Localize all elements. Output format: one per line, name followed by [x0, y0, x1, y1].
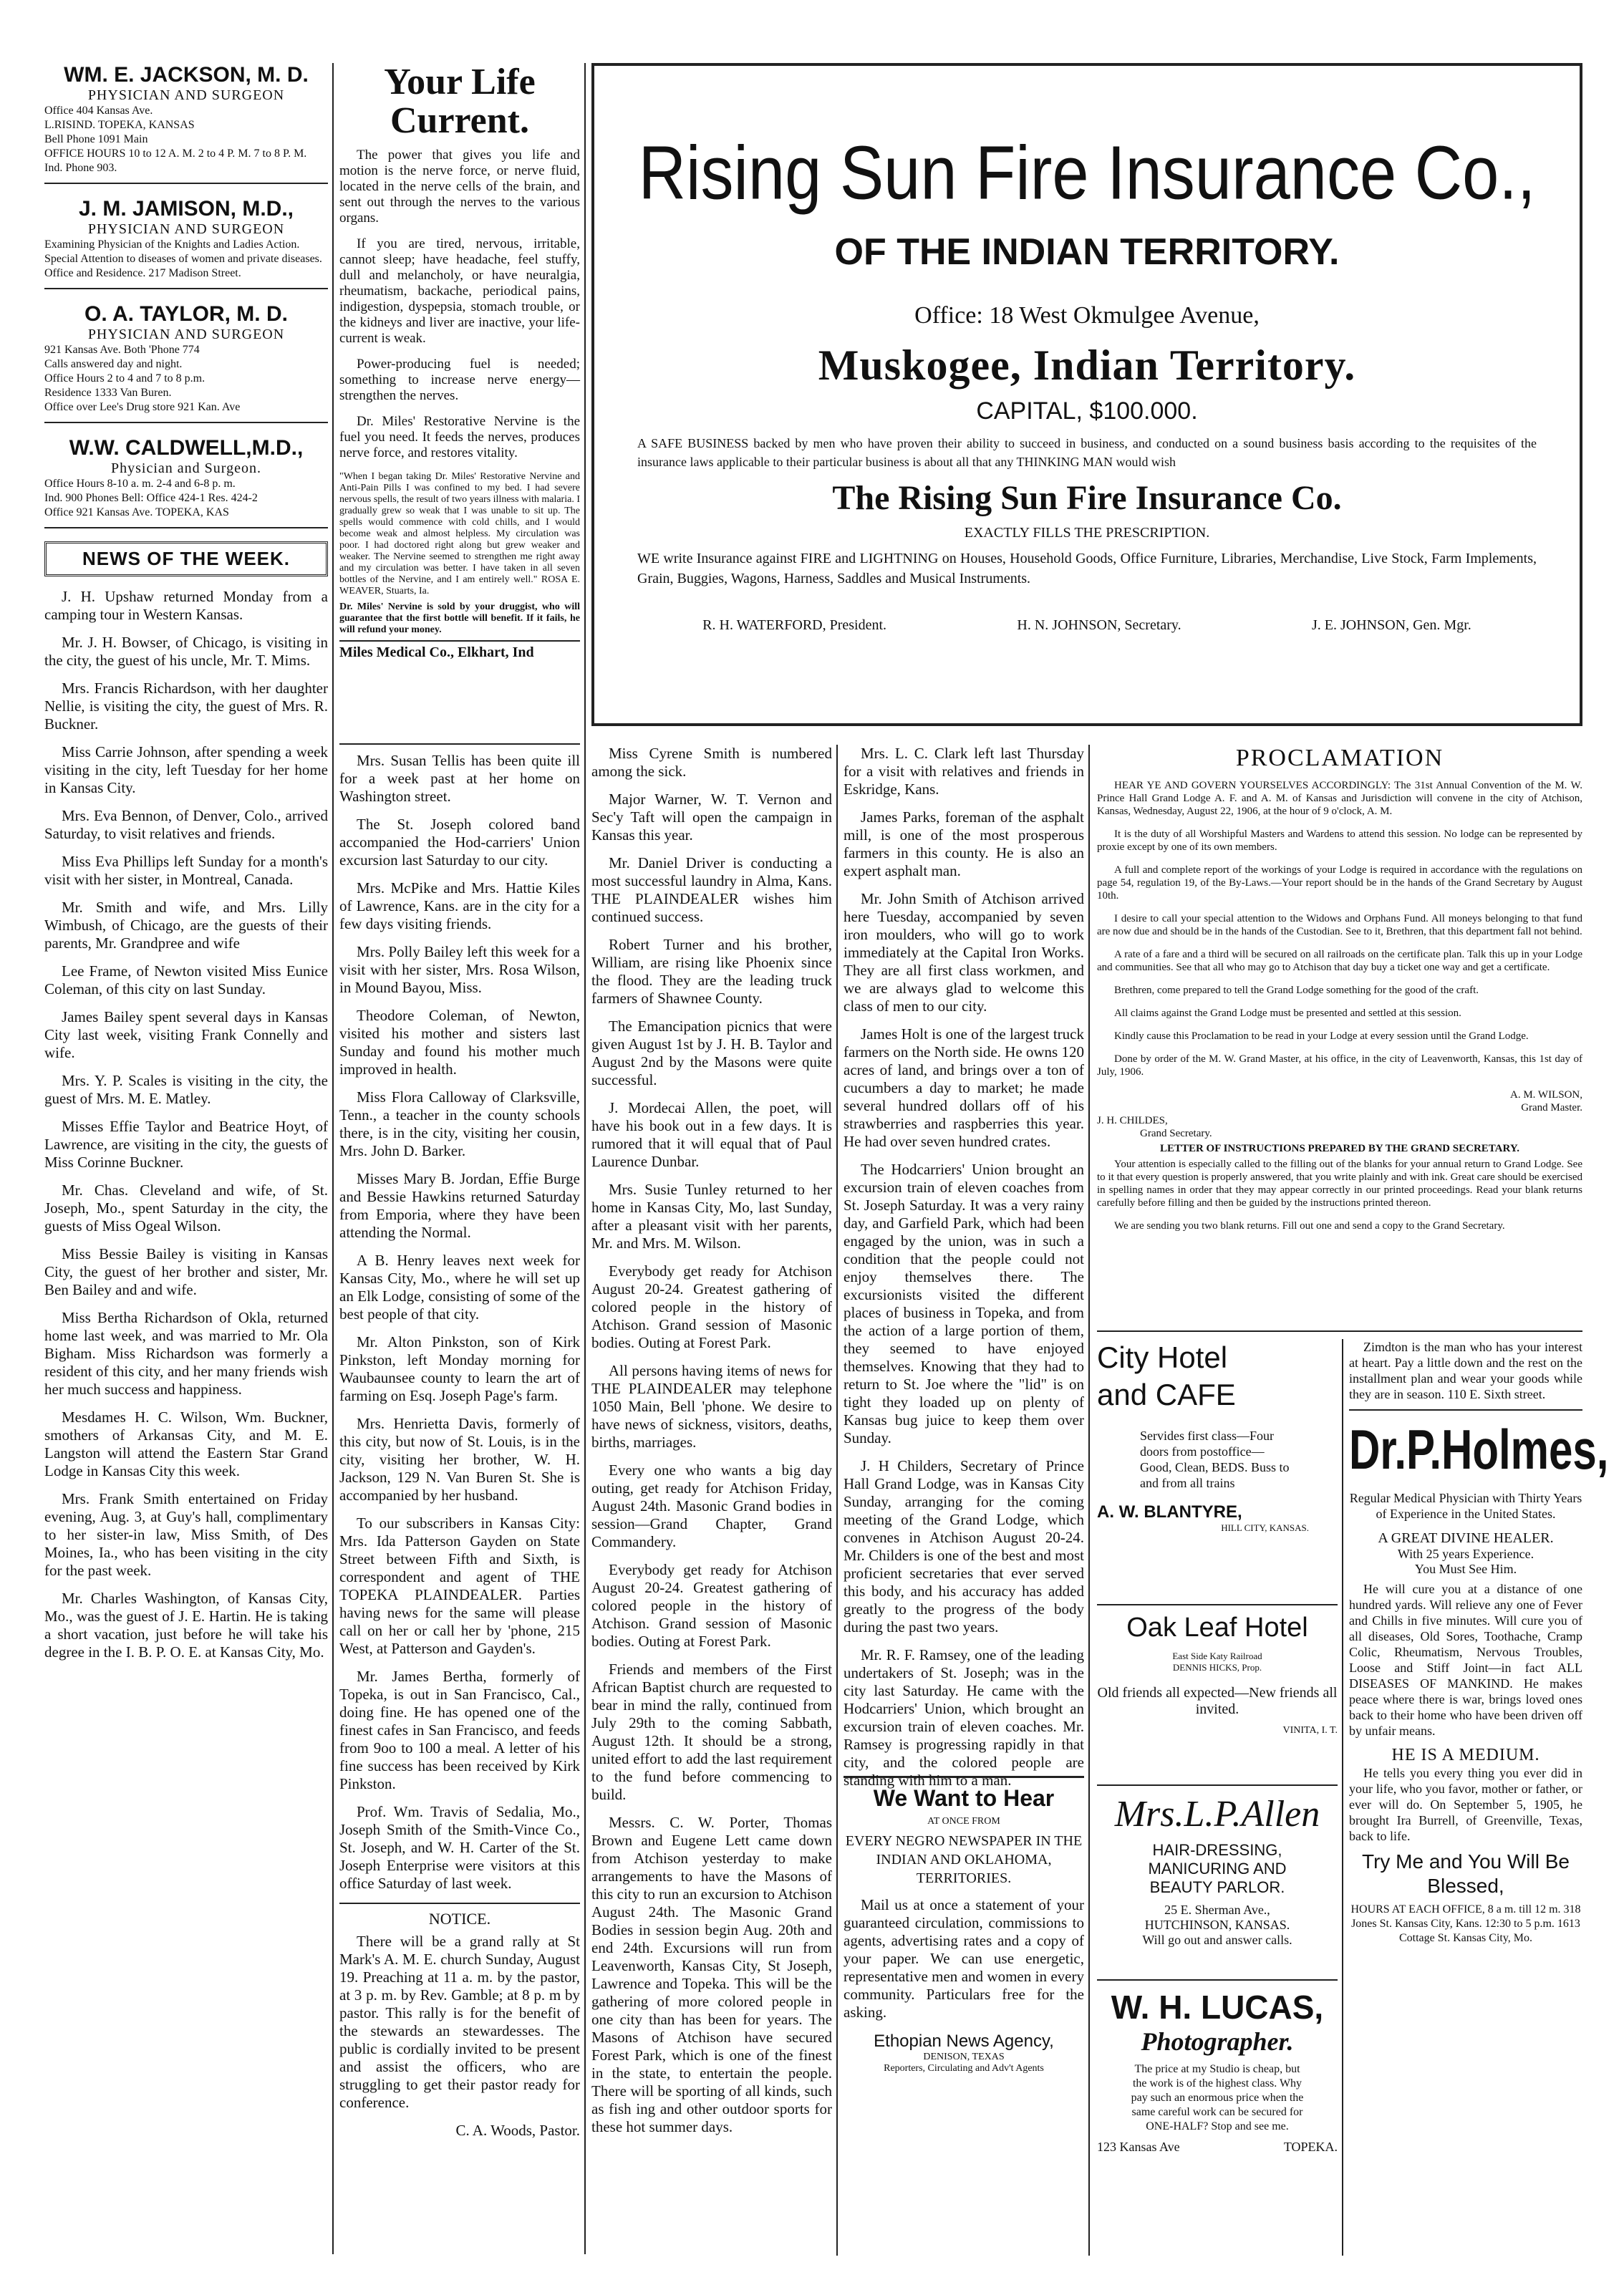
notice	[339, 1903, 580, 2140]
news-column-2	[339, 752, 580, 1893]
holmes-medium-body: He tells you every thing you ever did in your life, who you favor, mother or father, or ever will do. On September 5, 1905, he brought Ira Burrell, of Greenville, Texas, back to life.	[1349, 1766, 1582, 1843]
news-col4-item: Mrs. L. C. Clark left last Thursday for a visit with relatives and friends in Eskridge, Kans.	[844, 745, 1084, 798]
physician-title: PHYSICIAN AND SURGEON	[87, 221, 285, 237]
life-ad-title: Your Life Current.	[384, 62, 536, 141]
physician-detail: 921 Kansas Ave. Both 'Phone 774	[44, 344, 200, 356]
news-col2-item: Mrs. Polly Bailey left this week for a visit with her sister, Mrs. Rosa Wilson, in Mound Bayou, Miss.	[339, 943, 580, 996]
news-col1-item: Mrs. Eva Bennon, of Denver, Colo., arrived Saturday, to visit relatives and friends.	[44, 807, 328, 842]
rs-fills: EXACTLY FILLS THE PRESCRIPTION.	[964, 525, 1210, 541]
notice-heading: NOTICE.	[428, 1910, 491, 1928]
lucas-body: The price at my Studio is cheap, but the work is of the highest class. Why pay such an enormous price when the same careful work can be secured for ONE-HALF? Stop and see me.	[1131, 2063, 1304, 2132]
physician-card	[44, 436, 328, 528]
news-col2-item: Theodore Coleman, of Newton, visited his mother and sisters last Sunday and found his mother much improved in health.	[339, 1007, 580, 1078]
physician-detail: Office Hours 8-10 a. m. 2-4 and 6-8 p. m.	[44, 478, 236, 490]
lucas-name: W. H. LUCAS,	[1111, 1989, 1324, 2026]
attest-title: Grand Secretary.	[1140, 1128, 1212, 1139]
life-ad-item: Dr. Miles' Restorative Nervine is the fuel you need. It feeds the nerves, produces nerve force, and restores vitality.	[339, 414, 580, 460]
rs-secretary: H. N. JOHNSON, Secretary.	[1017, 617, 1181, 633]
life-ad-item: Power-producing fuel is needed; something to increase nerve energy—strengthen the nerves.	[339, 357, 580, 403]
want-line: EVERY NEGRO NEWSPAPER IN THE INDIAN AND OKLAHOMA, TERRITORIES.	[845, 1833, 1083, 1886]
column-1	[44, 63, 328, 2254]
physician-detail: Ind. Phone 903.	[44, 162, 117, 174]
news-col3-item: Mrs. Susie Tunley returned to her home in Kansas City, Mo, last Sunday, after a pleasant visit with her parents, Mr. and Mrs. M. Wilson.	[591, 1181, 832, 1252]
physician-detail: Examining Physician of the Knights and Ladies Action.	[44, 238, 300, 251]
news-col3-item: All persons having items of news for THE PLAINDEALER may telephone 1050 Main, Bell 'phone. We desire to have news of sickness, visitors, deaths, births, marriages.	[591, 1362, 832, 1451]
holmes-see: You Must See Him.	[1414, 1562, 1517, 1576]
proclamation-item: Brethren, come prepared to tell the Grand Lodge something for the good of the craft.	[1114, 985, 1479, 996]
want-title: We Want to Hear	[873, 1785, 1055, 1811]
life-ad-testimonial: "When I began taking Dr. Miles' Restorative Nervine and Anti-Pain Pills I was confined to my bed. I had severe nervous spells, the result of two years illness with malaria. I gradually grew so weak that I was unable to sit up. The spells would commence with cold chills, and I would become weak and almost helpless. My circulation was poor. I had doctored right along but grew weaker and weaker. The Nervine seemed to strengthen me right away and my circulation was better. I have taken in all seven bottles of the Nervine, and I am entirely well." ROSA E. WEAVER, Stuarts, Ia.	[339, 471, 580, 596]
rs-capital: CAPITAL, $100.000.	[976, 397, 1198, 425]
column-5	[1097, 1339, 1338, 2256]
city-hotel-place: HILL CITY, KANSAS.	[1221, 1522, 1309, 1533]
oak-leaf-sub: East Side Katy Railroad	[1172, 1651, 1262, 1661]
oak-leaf-title: Oak Leaf Hotel	[1126, 1613, 1308, 1643]
news-col3-item: Mr. Daniel Driver is conducting a most successful laundry in Alma, Kans. THE PLAINDEALER wishes him continued success.	[591, 854, 832, 925]
news-col4-item: J. H Childers, Secretary of Prince Hall Grand Lodge, was in Kansas City Sunday, arranging for the coming meeting of the Grand Lodge, which convenes in Atchison August 20-24. Mr. Childers is one of the best and most proficient secretaries that ever served this body, and his accuracy has added greatly to the progress of the body during the past two years.	[844, 1457, 1084, 1636]
news-col1-item: J. H. Upshaw returned Monday from a camping tour in Western Kansas.	[44, 588, 328, 623]
physician-detail: OFFICE HOURS 10 to 12 A. M. 2 to 4 P. M. 7 to 8 P. M.	[44, 148, 307, 160]
rs-body2: WE write Insurance against FIRE and LIGHTNING on Houses, Household Goods, Office Furniture, Libraries, Merchandise, Live Stock, Farm Implements, Grain, Buggies, Wagons, Harness, Saddles and Musical Instruments.	[637, 551, 1537, 586]
life-ad-item: The power that gives you life and motion is the nerve force, or nerve fluid, located in the nerve cells of the brain, and sent out through the nerves to the various organs.	[339, 148, 580, 226]
physician-name: J. M. JAMISON, M.D.,	[78, 197, 294, 221]
holmes-ad	[1349, 1418, 1609, 1946]
letter-body	[1097, 1158, 1582, 1232]
proclamation-item: HEAR YE AND GOVERN YOURSELVES ACCORDINGLY: The 31st Annual Convention of the M. W. Prince Hall Grand Lodge A. F. and A. M. of Kansas and Jurisdiction will convene in the city of Atchison, Kansas, Wednesday, August 22, 1906, at the hour of 9 o'clock, A. M.	[1097, 780, 1582, 817]
holmes-hours: HOURS AT EACH OFFICE, 8 a m. till 12 m. 318 Jones St. Kansas City, Kans. 12:30 to 5 p.m. 1613 Cottage St. Kansas City, Mo.	[1350, 1903, 1581, 1944]
proclamation-attest	[1097, 1114, 1582, 1140]
lucas-title: Photographer.	[1141, 2027, 1294, 2056]
city-hotel-title: City Hotel and CAFE	[1097, 1340, 1236, 1411]
news-col1-item: Miss Carrie Johnson, after spending a week visiting in the city, left Tuesday for her home in Kansas City.	[44, 743, 328, 796]
rising-sun-ad	[591, 63, 1582, 726]
attest-name: J. H. CHILDES,	[1097, 1115, 1168, 1126]
proclamation-item: Kindly cause this Proclamation to be read in your Lodge at every session until the Grand Lodge.	[1114, 1030, 1529, 1042]
news-column-4	[844, 745, 1084, 1789]
news-col3-item: Everybody get ready for Atchison August 20-24. Greatest gathering of colored people in the history of Atchison. Grand session of Masonic bodies. Outing at Forest Park.	[591, 1262, 832, 1351]
allen-ad	[1097, 1793, 1338, 1972]
physician-detail: Residence 1333 Van Buren.	[44, 387, 172, 399]
holmes-name: Dr.P.Holmes,	[1349, 1418, 1609, 1482]
letter-item: Your attention is especially called to the filling out of the blanks for your annual return to Grand Lodge. See to it that every question is properly answered, that you write plainly and with ink. Great care should be exercised in spelling names in order that they may appear correctly in our printed proceedings. Read your blank returns carefully before filling and then be guided by the instructions printed thereon.	[1097, 1159, 1582, 1209]
news-col4-item: Mr. R. F. Ramsey, one of the leading undertakers of St. Joseph; was in the city last Saturday. He came with the Hodcarriers' Union, which brought an excursion train of eleven coaches. Mr. Ramsey is progressing rapidly in that city, and the colored people are standing with him to a man.	[844, 1646, 1084, 1789]
news-col1-item: Mr. J. H. Bowser, of Chicago, is visiting in the city, the guest of his uncle, Mr. T. Mims.	[44, 634, 328, 669]
news-col1-item: Miss Eva Phillips left Sunday for a month's visit with her sister, in Montreal, Canada.	[44, 853, 328, 888]
proclamation-item: All claims against the Grand Lodge must be presented and settled at this session.	[1114, 1008, 1461, 1019]
news-col2-item: Prof. Wm. Travis of Sedalia, Mo., Joseph Smith of the Smith-Vince Co., St. Joseph, and W. H. Carter of the St. Joseph Enterprise were visitors at this office Saturday of last week.	[339, 1803, 580, 1892]
physician-detail: Office 921 Kansas Ave. TOPEKA, KAS	[44, 506, 229, 518]
want-footer: Reporters, Circulating and Adv't Agents	[884, 2063, 1044, 2074]
physician-card	[44, 63, 328, 184]
news-header: NEWS OF THE WEEK.	[82, 548, 290, 569]
physician-detail: L.RISIND. TOPEKA, KANSAS	[44, 119, 195, 131]
news-column-1	[44, 588, 328, 1661]
proclamation-item: A rate of a fare and a third will be secured on all railroads on the certificate plan. Talk this up in your Lodge and communities. See that all who may go to Atchison that day buy a ticket one way and get a certificate.	[1097, 949, 1582, 973]
column-6	[1349, 1339, 1609, 2256]
letter-item: We are sending you two blank returns. Fill out one and send a copy to the Grand Secretary.	[1114, 1220, 1505, 1232]
news-column-3	[591, 745, 832, 2136]
proclamation-item: I desire to call your special attention to the Widows and Orphans Fund. All moneys belonging to that fund are now due and should be in the hands of the Custodian. See to it, Brethren, that this department fall not behind.	[1097, 913, 1582, 937]
news-col3-item: Robert Turner and his brother, William, are rising like Phoenix since the flood. They are the leading truck farmers of Shawnee County.	[591, 936, 832, 1007]
proclamation-item: Done by order of the M. W. Grand Master, at his office, in the city of Leavenworth, Kansas, this 1st day of July, 1906.	[1097, 1053, 1582, 1078]
news-col1-item: Mr. Smith and wife, and Mrs. Lilly Wimbush, of Chicago, are the guests of their parents, Mr. Grandpree and wife	[44, 899, 328, 952]
news-header-box	[44, 541, 328, 576]
rs-manager: J. E. JOHNSON, Gen. Mgr.	[1311, 617, 1471, 633]
news-col1-item: James Bailey spent several days in Kansas City last week, visiting Frank Connelly and wife.	[44, 1008, 328, 1061]
rs-title: Rising Sun Fire Insurance Co.,	[638, 131, 1536, 216]
life-ad-guarantee: Dr. Miles' Nervine is sold by your druggist, who will guarantee that the first bottle will benefit. If it fails, he will refund your money.	[339, 602, 580, 635]
news-col1-item: Miss Bertha Richardson of Okla, returned home last week, and was married to Mr. Ola Bigham. Miss Richardson was formerly a resident of this city, and her many friends wish her much success and happiness.	[44, 1309, 328, 1398]
news-col2-item: Miss Flora Calloway of Clarksville, Tenn., a teacher in the county schools there, is in the city, visiting her cousin, Mrs. John D. Barker.	[339, 1088, 580, 1159]
physician-detail: Ind. 900 Phones Bell: Office 424-1 Res. 424-2	[44, 492, 258, 504]
allen-city: HUTCHINSON, KANSAS.	[1144, 1918, 1290, 1932]
news-col3-item: The Emancipation picnics that were given August 1st by J. H. B. Taylor and August 2nd by the Masons were quite successful.	[591, 1018, 832, 1088]
lucas-city: TOPEKA.	[1283, 2140, 1338, 2154]
proclamation-item: It is the duty of all Worshipful Masters and Wardens to attend this session. No lodge can be represented by proxie except by one of its own members.	[1097, 829, 1582, 853]
lucas-address: 123 Kansas Ave	[1097, 2140, 1180, 2154]
news-col3-item: Miss Cyrene Smith is numbered among the sick.	[591, 745, 832, 780]
holmes-desc: Regular Medical Physician with Thirty Years of Experience in the United States.	[1349, 1491, 1582, 1521]
oak-leaf-place: VINITA, I. T.	[1282, 1725, 1338, 1736]
physician-detail: Bell Phone 1091 Main	[44, 133, 148, 145]
allen-note: Will go out and answer calls.	[1142, 1933, 1292, 1947]
signer-title: Grand Master.	[1521, 1102, 1582, 1113]
rs-office: Office: 18 West Okmulgee Avenue,	[914, 302, 1260, 329]
proclamation	[1097, 745, 1582, 1325]
news-col1-item: Mr. Charles Washington, of Kansas City, Mo., was the guest of J. E. Hartin. He is taking a short vacation, just before he will take his degree in the I. B. P. O. E. at Kansas City, Mo.	[44, 1590, 328, 1661]
proclamation-item: A full and complete report of the workings of your Lodge is required in accordance with the regulations on page 54, regulation 19, of the By-Laws.—Your report should be in the hands of the Grand Secretary by August 10th.	[1097, 864, 1582, 902]
allen-services: HAIR-DRESSING, MANICURING AND BEAUTY PARLOR.	[1148, 1841, 1287, 1896]
holmes-try: Try Me and You Will Be Blessed,	[1362, 1850, 1570, 1897]
physician-name: WM. E. JACKSON, M. D.	[64, 63, 309, 87]
news-col1-item: Mesdames H. C. Wilson, Wm. Buckner, smothers of Arkansas City, and M. E. Langston will attend the Eastern Star Grand Lodge in Kansas City this week.	[44, 1409, 328, 1479]
rs-subtitle: OF THE INDIAN TERRITORY.	[834, 231, 1340, 273]
news-col1-item: Mrs. Y. P. Scales is visiting in the city, the guest of Mrs. M. E. Matley.	[44, 1072, 328, 1107]
news-col2-item: Mr. Alton Pinkston, son of Kirk Pinkston, left Monday morning for Waubaunsee county to learn the art of farming on Esq. Joseph Page's farm.	[339, 1333, 580, 1404]
news-col4-item: The Hodcarriers' Union brought an excursion train of eleven coaches from St. Joseph Saturday. It was a very rainy day, and Garfield Park, which had been engaged by the union, was in such a condition that the people could not enjoy themselves there. The excursionists visited the different places of business in Topeka, and from the action of a large portion of them, they seemed to have enjoyed themselves. Knowing that they had to return to St. Joe where the "lid" is on tight they loaded up on plenty of Kansas bug juice to keep them over Sunday.	[844, 1161, 1084, 1446]
news-col3-item: Friends and members of the First African Baptist church are requested to bear in mind the rally, continued from July 29th to the coming Sabbath, August 12th. It should be a strong, united effort to add the last requirement to the fund before commencing to build.	[591, 1661, 832, 1803]
rs-city: Muskogee, Indian Territory.	[818, 342, 1356, 389]
lucas-ad	[1097, 1988, 1338, 2155]
city-hotel-body: Servides first class—Four doors from postoffice—Good, Clean, BEDS. Buss to and from all trains	[1140, 1429, 1290, 1490]
signer-name: A. M. WILSON,	[1510, 1089, 1582, 1101]
news-col2-item: To our subscribers in Kansas City: Mrs. Ida Patterson Gayden on State Street between Fifth and Sixth, is correspondent and agent of THE TOPEKA PLAINDEALER. Parties having news for the same will please call on her or call her by 'phone, 215 West, at Patterson and Gayden's.	[339, 1515, 580, 1657]
news-col2-item: A B. Henry leaves next week for Kansas City, Mo., where he will set up an Elk Lodge, consisting of some of the best people of that city.	[339, 1252, 580, 1323]
want-body: Mail us at once a statement of your guaranteed circulation, commissions to agents, advertising rates and a copy of your paper. We can use energetic, representative men and women in every community. Particulars free for the asking.	[844, 1896, 1084, 2021]
oak-leaf-prop: DENNIS HICKS, Prop.	[1172, 1662, 1262, 1673]
proclamation-body	[1097, 779, 1582, 1078]
rs-name2: The Rising Sun Fire Insurance Co.	[832, 479, 1342, 517]
news-col2-item: Mrs. Susan Tellis has been quite ill for a week past at her home on Washington street.	[339, 752, 580, 805]
news-col2-item: Mrs. Henrietta Davis, formerly of this city, but now of St. Louis, is in the city, visiting her brother, W. H. Jackson, 129 N. Van Buren St. She is accompanied by her husband.	[339, 1415, 580, 1504]
zimdton-ad: Zimdton is the man who has your interest at heart. Pay a little down and the rest on the installment plan and wear your goods while they are in season. 110 E. Sixth street.	[1349, 1340, 1582, 1401]
physician-card	[44, 197, 328, 289]
lucas-footer	[1097, 2140, 1338, 2155]
holmes-medium: HE IS A MEDIUM.	[1391, 1746, 1540, 1764]
rs-president: R. H. WATERFORD, President.	[702, 617, 887, 633]
rs-body1: A SAFE BUSINESS backed by men who have proven their ability to succeed in business, and conducted on a sound business basis according to the requisites of the insurance laws applicable to their particular business is about all that any THINKING MAN would wish	[637, 436, 1537, 469]
news-col2-item: Mr. James Bertha, formerly of Topeka, is out in San Francisco, Cal., doing fine. He has opened one of the finest cafes in San Francisco, and feeds from 9oo to 100 a meal. A letter of his fine success has been received by Kirk Pinkston.	[339, 1668, 580, 1792]
proclamation-title: PROCLAMATION	[1235, 745, 1444, 771]
physician-detail: Calls answered day and night.	[44, 358, 183, 370]
news-col3-item: J. Mordecai Allen, the poet, will have his book out in a few days. It is rumored that it will equal that of Paul Laurence Dunbar.	[591, 1099, 832, 1170]
news-col1-item: Misses Effie Taylor and Beatrice Hoyt, of Lawrence, are visiting in the city, the guests of Miss Corinne Buckner.	[44, 1118, 328, 1171]
news-col3-item: Major Warner, W. T. Vernon and Sec'y Taft will open the campaign in Kansas this year.	[591, 791, 832, 844]
holmes-body: He will cure you at a distance of one hundred yards. Will relieve any one of Fever and Chills in five minutes. Will cure you of all diseases, Old Sores, Toothache, Cramp Colic, Rheumatism, Nervous Troubles, Loose and Stiff Joint—in fact ALL DISEASES OF MANKIND. He makes peace where there is war, brings loved ones back to their home who have been driven off by unfair means.	[1349, 1582, 1582, 1738]
allen-title: Mrs.L.P.Allen	[1114, 1794, 1320, 1835]
life-ad-body	[339, 148, 580, 461]
physician-card	[44, 302, 328, 423]
physician-detail: Office Hours 2 to 4 and 7 to 8 p.m.	[44, 372, 206, 385]
news-col4-item: James Parks, foreman of the asphalt mill, is one of the most prosperous farmers in this county. He is also an expert asphalt man.	[844, 808, 1084, 879]
life-ad-footer: Miles Medical Co., Elkhart, Ind	[339, 640, 580, 661]
physician-title: PHYSICIAN AND SURGEON	[87, 87, 285, 103]
column-3	[591, 745, 832, 2256]
physician-detail: Office 404 Kansas Ave.	[44, 105, 153, 117]
oak-leaf-body: Old friends all expected—New friends all invited.	[1097, 1685, 1338, 1717]
notice-text: There will be a grand rally at St Mark's A. M. E. church Sunday, August 19. Preaching at 11 a. m. by the pastor, at 3 p. m. by Rev. Gamble; at 8 p. m by pastor. This rally is for the benefit of the stewards an stewardesses. The public is cordially invited to be present and assist the officers, who are struggling to get their pastor ready for conference.	[339, 1933, 580, 2111]
proclamation-signer	[1097, 1088, 1582, 1114]
news-col2-item: Misses Mary B. Jordan, Effie Burge and Bessie Hawkins returned Saturday from Emporia, where they have been attending the Normal.	[339, 1170, 580, 1241]
news-col3-item: Everybody get ready for Atchison August 20-24. Greatest gathering of colored people in the history of Atchison. Grand session of Masonic bodies. Outing at Forest Park.	[591, 1561, 832, 1650]
rs-officers	[637, 617, 1537, 634]
news-col3-item: Every one who wants a big day outing, get ready for Atchison Friday, August 24th. Masonic Grand bodies in session—Grand Chapter, Grand Commandery.	[591, 1462, 832, 1550]
physician-name: W.W. CALDWELL,M.D.,	[69, 436, 304, 460]
news-col1-item: Miss Bessie Bailey is visiting in Kansas City, the guest of her brother and sister, Mr. Ben Bailey and and wife.	[44, 1245, 328, 1298]
physician-title: PHYSICIAN AND SURGEON	[87, 327, 285, 342]
life-ad-item: If you are tired, nervous, irritable, cannot sleep; have headache, feel stuffy, dull and melancholy, or have neuralgia, rheumatism, backache, periodical pains, indigestion, dyspepsia, stomach trouble, or the kidneys and liver are inactive, your life-current is weak.	[339, 236, 580, 346]
physician-detail: Special Attention to diseases of women and private diseases.	[44, 253, 322, 265]
news-col4-item: James Holt is one of the largest truck farmers on the North side. He owns 120 acres of land, and brings over a ton of cucumbers a day to market; he made several hundred dollars off of his strawberries and raspberries this year. He had over seven hundred crates.	[844, 1025, 1084, 1150]
column-2	[339, 63, 580, 2254]
news-col2-item: Mrs. McPike and Mrs. Hattie Kiles of Lawrence, Kans. are in the city for a few days visiting friends.	[339, 879, 580, 932]
allen-address: 25 E. Sherman Ave.,	[1164, 1903, 1270, 1917]
physician-cards	[44, 63, 328, 528]
physician-name: O. A. TAYLOR, M. D.	[84, 302, 288, 326]
want-sub: AT ONCE FROM	[927, 1816, 1000, 1827]
column-4	[844, 745, 1084, 2256]
physician-detail: Office and Residence. 217 Madison Street.	[44, 267, 241, 279]
news-col1-item: Lee Frame, of Newton visited Miss Eunice Coleman, of this city on last Sunday.	[44, 962, 328, 997]
news-col1-item: Mrs. Frank Smith entertained on Friday evening, Aug. 3, at Guy's hall, complimentary to her sister-in law, Miss Smith, of Des Moines, Ia., who has been visiting in the city for the past week.	[44, 1490, 328, 1579]
holmes-exp: With 25 years Experience.	[1397, 1547, 1534, 1561]
physician-detail: Office over Lee's Drug store 921 Kan. Ave	[44, 401, 241, 413]
news-col1-item: Mr. Chas. Cleveland and wife, of St. Joseph, Mo., spent Saturday in the city, the guests of Miss Ogeal Wilson.	[44, 1182, 328, 1235]
city-hotel-ad	[1097, 1339, 1338, 1597]
news-col1-item: Mrs. Francis Richardson, with her daughter Nellie, is visiting the city, the guest of Mrs. R. Buckner.	[44, 680, 328, 733]
city-hotel-owner: A. W. BLANTYRE,	[1097, 1502, 1242, 1522]
news-col4-item: Mr. John Smith of Atchison arrived here Tuesday, accompanied by seven iron moulders, who will go to work immediately at the Capital Iron Works. They are all first class workmen, and we are always glad to welcome this class of men to our city.	[844, 890, 1084, 1015]
notice-signature: C. A. Woods, Pastor.	[455, 2122, 580, 2139]
life-current-ad	[339, 63, 580, 736]
oak-leaf-ad	[1097, 1613, 1338, 1777]
news-col3-item: Messrs. C. W. Porter, Thomas Brown and Eugene Lett came down from Atchison yesterday to make arrangements to have the Masons of this city to run an excursion to Atchison August 24th. The Masonic Grand Bodies in session begin Aug. 20th and end 24th. Excursions will run from Leavenworth, Kansas City, St Joseph, Lawrence and Topeka. This will be the gathering of more colored people in one city than has been for years. The Masons of Atchison have secured Forest Park, which is one of the finest in the state, to entertain the people. There will be sporting of all kinds, such as fish ing and other outdoor sports for these hot summer days.	[591, 1814, 832, 2135]
holmes-healer: A GREAT DIVINE HEALER.	[1378, 1530, 1554, 1546]
news-col2-item: The St. Joseph colored band accompanied the Hod-carriers' Union excursion last Saturday to our city.	[339, 816, 580, 869]
physician-title: Physician and Surgeon.	[111, 460, 261, 476]
want-city: DENISON, TEXAS	[923, 2052, 1005, 2062]
want-to-hear-ad	[844, 1776, 1084, 2074]
want-agency: Ethopian News Agency,	[874, 2032, 1054, 2051]
letter-title: LETTER OF INSTRUCTIONS PREPARED BY THE GRAND SECRETARY.	[1159, 1143, 1520, 1154]
